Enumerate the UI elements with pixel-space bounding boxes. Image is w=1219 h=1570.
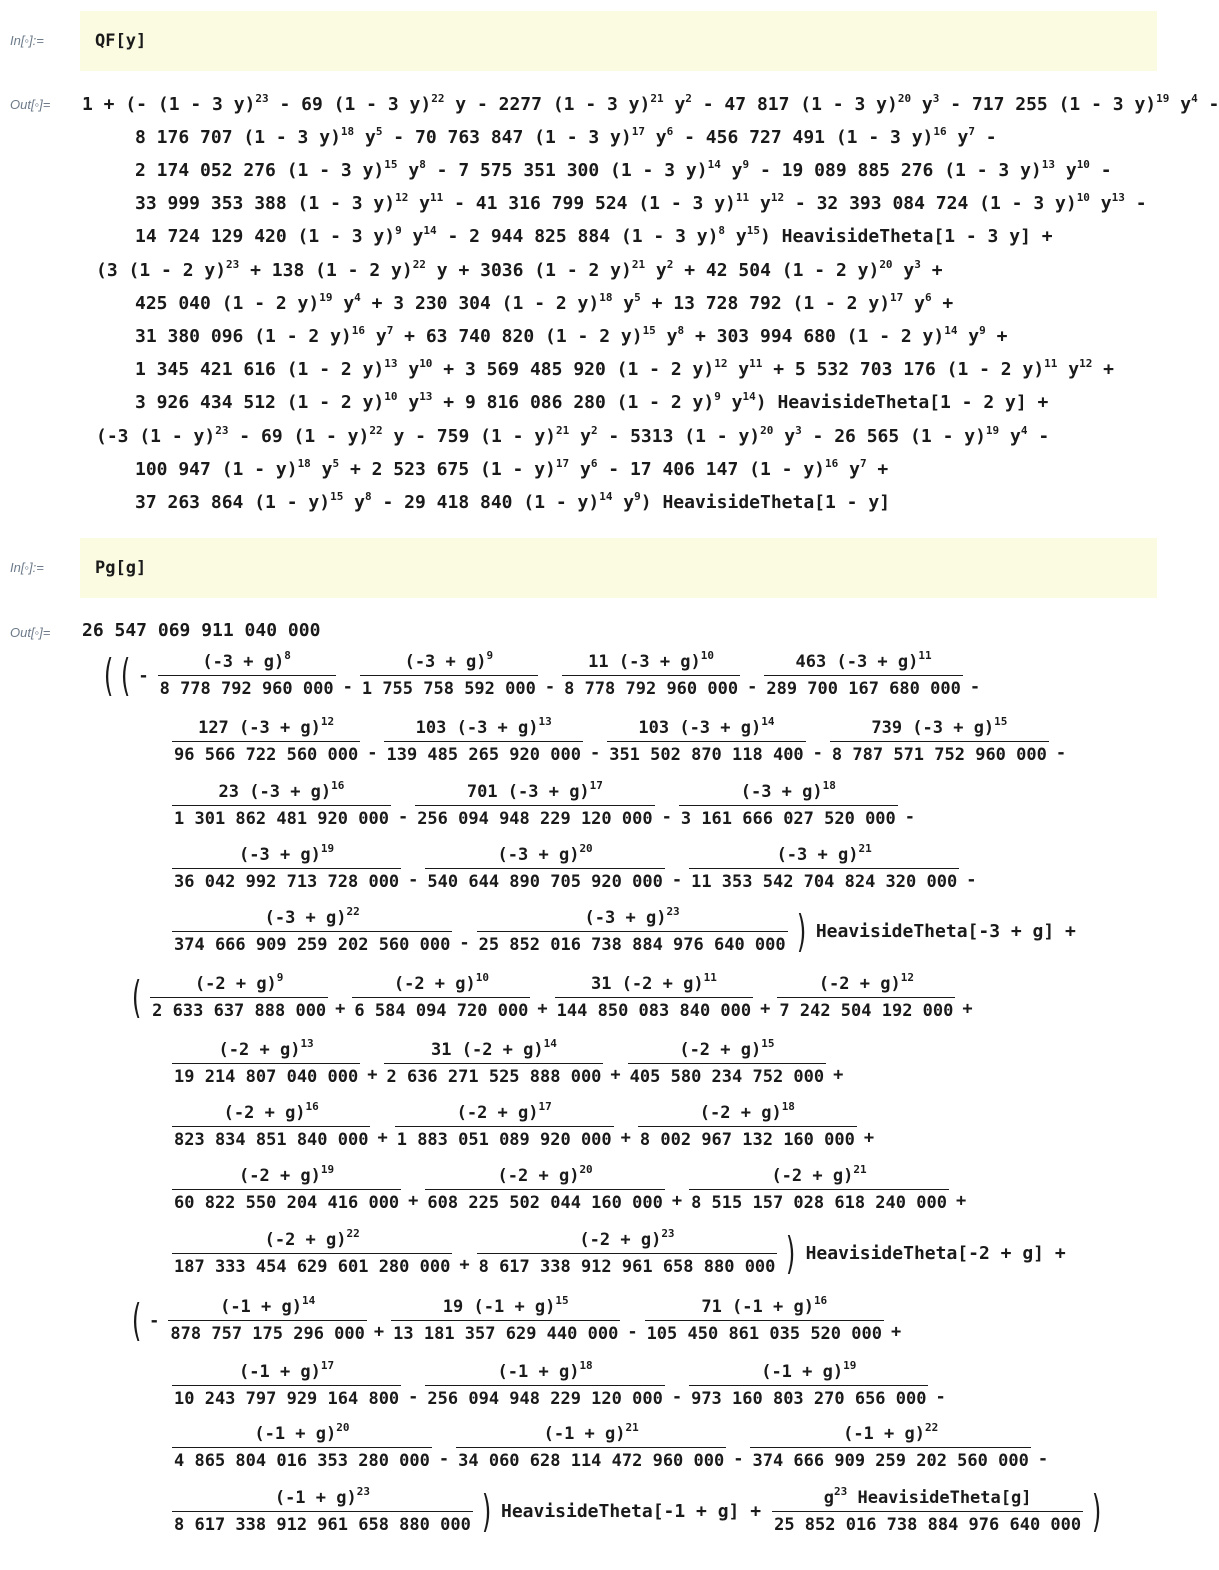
fraction-row [167, 779, 917, 829]
output-line: 37 263 864 (1 - y)$^{15}$ $y^8 - 29$ 418 840 (1 - y)$^{14}$ $y^9$) HeavisideTheta[1 - y] [135, 490, 891, 513]
numerator: 463 $(-3 + g)^{11}$ [795, 649, 932, 672]
operator: + [537, 998, 548, 1019]
fraction [607, 715, 805, 765]
fraction-row [167, 905, 1082, 957]
output-line: 3 926 434 512 (1 - 2 y)$^{10}$ $y^{13} + 9$ 816 086 280 (1 - 2 y)$^9$ $y^{14}$) HeavisideTheta[1 - 2 y] + [135, 390, 1049, 413]
numerator: $(-3 + g)^{23}$ [584, 905, 680, 928]
denominator: 34 060 628 114 472 960 000 [456, 1447, 726, 1471]
fraction [172, 779, 391, 829]
operator: + [760, 998, 771, 1019]
numerator: $(-1 + g)^{18}$ [497, 1359, 593, 1382]
numerator: $(-1 + g)^{23}$ [274, 1485, 370, 1508]
denominator: 11 353 542 704 824 320 000 [689, 868, 959, 892]
operator: - [969, 676, 981, 697]
operator: - [627, 1321, 638, 1342]
numerator: $(-2 + g)^{18}$ [699, 1100, 795, 1123]
fraction [777, 971, 955, 1021]
numerator: $(-2 + g)^{17}$ [456, 1100, 552, 1123]
fraction-row [167, 1100, 876, 1150]
fraction-row [128, 1294, 903, 1346]
input-text-2: Pg[g] [95, 558, 147, 578]
numerator: $(-3 + g)^8$ [202, 649, 291, 672]
denominator: 2 636 271 525 888 000 [384, 1063, 603, 1087]
output-label-2: Out[◦]= [10, 625, 51, 640]
fraction [562, 649, 740, 699]
fraction [415, 779, 654, 829]
operator: + [962, 998, 973, 1019]
denominator: 973 160 803 270 656 000 [689, 1385, 928, 1409]
fraction [638, 1100, 857, 1150]
numerator: $(-2 + g)^{20}$ [497, 1163, 593, 1186]
operator: - [1037, 1448, 1049, 1469]
fraction [168, 1294, 366, 1344]
denominator: 139 485 265 920 000 [384, 741, 582, 765]
operator: + [610, 1064, 621, 1085]
denominator: 6 584 094 720 000 [352, 997, 530, 1021]
denominator: 8 617 338 912 961 658 880 000 [477, 1253, 778, 1277]
operator: + [671, 1190, 683, 1211]
fraction [689, 1163, 949, 1213]
fraction [172, 1359, 401, 1409]
fraction [391, 1294, 620, 1344]
output-line: 31 380 096 (1 - 2 y)$^{16}$ $y^7 + 63$ 740 820 (1 - 2 y)$^{15}$ $y^8 + 303$ 994 680 (1 - 2 y)$^{14}$ $y^9$ + [135, 324, 1008, 347]
numerator: $(-3 + g)^{21}$ [776, 842, 872, 865]
operator: - [408, 1386, 419, 1407]
denominator: 374 666 909 259 202 560 000 [750, 1447, 1030, 1471]
fraction [352, 971, 530, 1021]
open-paren: ( [131, 971, 142, 1023]
operator: + [863, 1127, 875, 1148]
fraction [172, 842, 401, 892]
fraction [172, 905, 452, 955]
output-line: 8 176 707 (1 - 3 y)$^{18}$ $y^5 - 70$ 763 847 (1 - 3 y)$^{17}$ $y^6 - 456$ 727 491 (1 - 3 y)$^{16}$ $y^7$ - [135, 125, 997, 148]
fraction [384, 1037, 603, 1087]
fraction [395, 1100, 614, 1150]
numerator: 23 $(-3 + g)^{16}$ [218, 779, 345, 802]
open-paren: ( [121, 649, 131, 701]
fraction [689, 1359, 928, 1409]
open-paren: ( [131, 1294, 142, 1346]
numerator: 127 $(-3 + g)^{12}$ [198, 715, 335, 738]
denominator: 8 787 571 752 960 000 [830, 741, 1049, 765]
fraction [750, 1421, 1030, 1471]
fraction [384, 715, 582, 765]
denominator: 105 450 861 035 520 000 [645, 1320, 884, 1344]
denominator: 7 242 504 192 000 [777, 997, 955, 1021]
output-line: 33 999 353 388 (1 - 3 y)$^{12}$ $y^{11} - 41$ 316 799 524 (1 - 3 y)$^{11}$ $y^{12} - 32$ 393 084 724 (1 - 3 y)$^{10}$ $y^{13}$ - [135, 191, 1147, 214]
heaviside-term: HeavisideTheta[-2 + g] + [805, 1243, 1066, 1264]
fraction-row [167, 1227, 1072, 1279]
operator: - [733, 1448, 744, 1469]
numerator: $(-2 + g)^{16}$ [223, 1100, 319, 1123]
operator: - [935, 1386, 946, 1407]
denominator: 823 834 851 840 000 [172, 1126, 370, 1150]
minus-sign: - [138, 665, 149, 686]
denominator: 60 822 550 204 416 000 [172, 1189, 401, 1213]
operator: + [335, 998, 346, 1019]
numerator: $(-2 + g)^{22}$ [264, 1227, 360, 1250]
fraction [360, 649, 538, 699]
operator: - [367, 742, 378, 763]
denominator: 25 852 016 738 884 976 640 000 [772, 1511, 1083, 1535]
fraction [172, 1227, 452, 1277]
denominator: 1 883 051 089 920 000 [395, 1126, 614, 1150]
operator: - [459, 932, 470, 953]
fraction-row [167, 842, 978, 892]
fraction [689, 842, 959, 892]
denominator: 608 225 502 044 160 000 [425, 1189, 664, 1213]
output-line: 1 345 421 616 (1 - 2 y)$^{13}$ $y^{10} + 3$ 569 485 920 (1 - 2 y)$^{12}$ $y^{11} + 5$ 532 703 176 (1 - 2 y)$^{11}$ $y^{12}$ + [135, 357, 1115, 380]
output-line: 1 + (- (1 - 3 y)$^{23}$ - 69 (1 - 3 y)$^{22}$ y - 2277 (1 - 3 y)$^{21}$ $y^2 - 47$ 817 (1 - 3 y)$^{20}$ $y^3 - 717$ 255 (1 - 3 y)$^{19}$ $y^4$ - [82, 92, 1219, 115]
heaviside-term: HeavisideTheta[-1 + g] + [500, 1501, 762, 1522]
numerator: $(-3 + g)^{20}$ [497, 842, 593, 865]
fraction [150, 971, 328, 1021]
numerator: $g^{23}$ HeavisideTheta[g] [823, 1485, 1032, 1508]
denominator: 36 042 992 713 728 000 [172, 868, 401, 892]
numerator: 103 $(-3 + g)^{13}$ [415, 715, 552, 738]
fraction [679, 779, 898, 829]
operator: - [904, 806, 916, 827]
fraction [477, 905, 788, 955]
denominator: 4 865 804 016 353 280 000 [172, 1447, 432, 1471]
fraction [172, 1100, 370, 1150]
numerator: $(-2 + g)^{10}$ [393, 971, 489, 994]
denominator: 289 700 167 680 000 [764, 675, 962, 699]
numerator: $(-3 + g)^9$ [404, 649, 494, 672]
fraction [645, 1294, 884, 1344]
numerator: $(-1 + g)^{19}$ [761, 1359, 857, 1382]
heaviside-term: HeavisideTheta[-3 + g] + [815, 921, 1076, 942]
denominator: 10 243 797 929 164 800 [172, 1385, 401, 1409]
open-paren: ( [103, 649, 114, 701]
denominator: 878 757 175 296 000 [168, 1320, 366, 1344]
denominator: 3 161 666 027 520 000 [679, 805, 898, 829]
operator: + [833, 1064, 844, 1085]
denominator: 8 002 967 132 160 000 [638, 1126, 857, 1150]
denominator: 13 181 357 629 440 000 [391, 1320, 620, 1344]
output-prefactor: 26 547 069 911 040 000 [82, 620, 321, 641]
input-cell-1[interactable] [80, 11, 1157, 71]
fraction [425, 1359, 664, 1409]
denominator: 8 778 792 960 000 [562, 675, 740, 699]
output-line: 100 947 (1 - y)$^{18}$ $y^5 + 2$ 523 675 (1 - y)$^{17}$ $y^6 - 17$ 406 147 (1 - y)$^{16}$ $y^7$ + [135, 457, 889, 480]
denominator: 351 502 870 118 400 [607, 741, 805, 765]
numerator: 31 $(-2 + g)^{14}$ [431, 1037, 557, 1060]
numerator: $(-3 + g)^{22}$ [264, 905, 360, 928]
fraction [172, 1485, 473, 1535]
fraction-row [167, 1359, 948, 1409]
numerator: 701 $(-3 + g)^{17}$ [466, 779, 603, 802]
denominator: 144 850 083 840 000 [555, 997, 753, 1021]
output-line: (3 (1 - 2 y)$^{23}$ + 138 (1 - 2 y)$^{22}$ y + 3036 (1 - 2 y)$^{21}$ $y^2 + 42$ 504 (1 - 2 y)$^{20}$ $y^3$ + [96, 258, 943, 281]
operator: + [955, 1190, 967, 1211]
fraction-row [167, 1485, 1105, 1537]
fraction [172, 1037, 360, 1087]
denominator: 8 617 338 912 961 658 880 000 [172, 1511, 473, 1535]
numerator: $(-3 + g)^{18}$ [740, 779, 836, 802]
denominator: 8 515 157 028 618 240 000 [689, 1189, 949, 1213]
fraction [172, 1163, 401, 1213]
denominator: 405 580 234 752 000 [628, 1063, 826, 1087]
fraction [628, 1037, 826, 1087]
numerator: 739 $(-3 + g)^{15}$ [871, 715, 1008, 738]
fraction [158, 649, 336, 699]
fraction-row [167, 1163, 968, 1213]
operator: - [966, 869, 977, 890]
operator: - [1055, 742, 1067, 763]
fraction [764, 649, 962, 699]
numerator: $(-1 + g)^{14}$ [220, 1294, 316, 1317]
denominator: 256 094 948 229 120 000 [415, 805, 654, 829]
operator: - [747, 676, 758, 697]
fraction-row [167, 1037, 845, 1087]
operator: - [671, 869, 683, 890]
output-line: 425 040 (1 - 2 y)$^{19}$ $y^4 + 3$ 230 304 (1 - 2 y)$^{18}$ $y^5 + 13$ 728 792 (1 - 2 y)$^{17}$ $y^6$ + [135, 291, 954, 314]
numerator: 31 $(-2 + g)^{11}$ [590, 971, 717, 994]
numerator: $(-1 + g)^{17}$ [239, 1359, 335, 1382]
numerator: $(-2 + g)^{12}$ [818, 971, 914, 994]
operator: + [620, 1127, 631, 1148]
fraction-row [167, 1421, 1050, 1471]
input-label-1: In[◦]:= [10, 33, 44, 48]
fraction [772, 1485, 1083, 1535]
fraction [172, 715, 360, 765]
numerator: $(-3 + g)^{19}$ [239, 842, 335, 865]
fraction [456, 1421, 726, 1471]
input-label-2: In[◦]:= [10, 560, 44, 575]
output-line: 14 724 129 420 (1 - 3 y)$^9$ $y^{14} - 2$ 944 825 884 (1 - 3 y)$^8$ $y^{15}$) HeavisideTheta[1 - 3 y] + [135, 224, 1053, 247]
operator: - [397, 806, 409, 827]
operator: - [812, 742, 823, 763]
denominator: 256 094 948 229 120 000 [425, 1385, 664, 1409]
close-paren: ) [481, 1485, 492, 1537]
numerator: $(-2 + g)^{13}$ [218, 1037, 314, 1060]
denominator: 96 566 722 560 000 [172, 741, 360, 765]
fraction-row [100, 649, 982, 701]
close-paren: ) [1091, 1485, 1102, 1537]
fraction [830, 715, 1049, 765]
minus-sign: - [149, 1310, 160, 1331]
operator: - [342, 676, 353, 697]
denominator: 1 755 758 592 000 [360, 675, 538, 699]
close-paren: ) [786, 1227, 796, 1279]
operator: + [367, 1064, 378, 1085]
numerator: $(-2 + g)^{19}$ [239, 1163, 335, 1186]
output-line: (-3 (1 - y)$^{23}$ - 69 (1 - y)$^{22}$ y - 759 (1 - y)$^{21}$ $y^2 - 5313$ (1 - y)$^{20}$ $y^3 - 26$ 565 (1 - y)$^{19}$ $y^4$ - [96, 424, 1050, 447]
numerator: $(-2 + g)^9$ [194, 971, 284, 994]
denominator: 2 633 637 888 000 [150, 997, 328, 1021]
numerator: 11 $(-3 + g)^{10}$ [588, 649, 715, 672]
operator: - [661, 806, 672, 827]
operator: + [890, 1321, 902, 1342]
operator: + [377, 1127, 388, 1148]
numerator: 19 $(-1 + g)^{15}$ [442, 1294, 569, 1317]
denominator: 187 333 454 629 601 280 000 [172, 1253, 452, 1277]
fraction [555, 971, 753, 1021]
numerator: $(-2 + g)^{23}$ [579, 1227, 675, 1250]
operator: - [408, 869, 419, 890]
numerator: 71 $(-1 + g)^{16}$ [701, 1294, 828, 1317]
output-label-1: Out[◦]= [10, 97, 51, 112]
denominator: 540 644 890 705 920 000 [425, 868, 664, 892]
denominator: 374 666 909 259 202 560 000 [172, 931, 452, 955]
fraction [425, 842, 664, 892]
close-paren: ) [796, 905, 806, 957]
fraction [425, 1163, 664, 1213]
numerator: $(-2 + g)^{21}$ [771, 1163, 867, 1186]
denominator: 8 778 792 960 000 [158, 675, 336, 699]
fraction [172, 1421, 432, 1471]
operator: + [408, 1190, 419, 1211]
numerator: $(-1 + g)^{22}$ [843, 1421, 939, 1444]
operator: + [373, 1321, 385, 1342]
numerator: $(-2 + g)^{15}$ [679, 1037, 775, 1060]
input-text-1: QF[y] [95, 31, 147, 51]
operator: + [459, 1254, 470, 1275]
operator: - [589, 742, 601, 763]
denominator: 19 214 807 040 000 [172, 1063, 360, 1087]
fraction [477, 1227, 778, 1277]
numerator: 103 $(-3 + g)^{14}$ [638, 715, 775, 738]
operator: - [544, 676, 556, 697]
denominator: 1 301 862 481 920 000 [172, 805, 391, 829]
operator: - [671, 1386, 683, 1407]
fraction-row [128, 971, 975, 1023]
operator: - [438, 1448, 450, 1469]
numerator: $(-1 + g)^{21}$ [543, 1421, 639, 1444]
denominator: 25 852 016 738 884 976 640 000 [477, 931, 788, 955]
output-line: 2 174 052 276 (1 - 3 y)$^{15}$ $y^8 - 7$ 575 351 300 (1 - 3 y)$^{14}$ $y^9 - 19$ 089 885 276 (1 - 3 y)$^{13}$ $y^{10}$ - [135, 158, 1112, 181]
input-cell-2[interactable] [80, 538, 1157, 598]
fraction-row [167, 715, 1068, 765]
numerator: $(-1 + g)^{20}$ [254, 1421, 350, 1444]
